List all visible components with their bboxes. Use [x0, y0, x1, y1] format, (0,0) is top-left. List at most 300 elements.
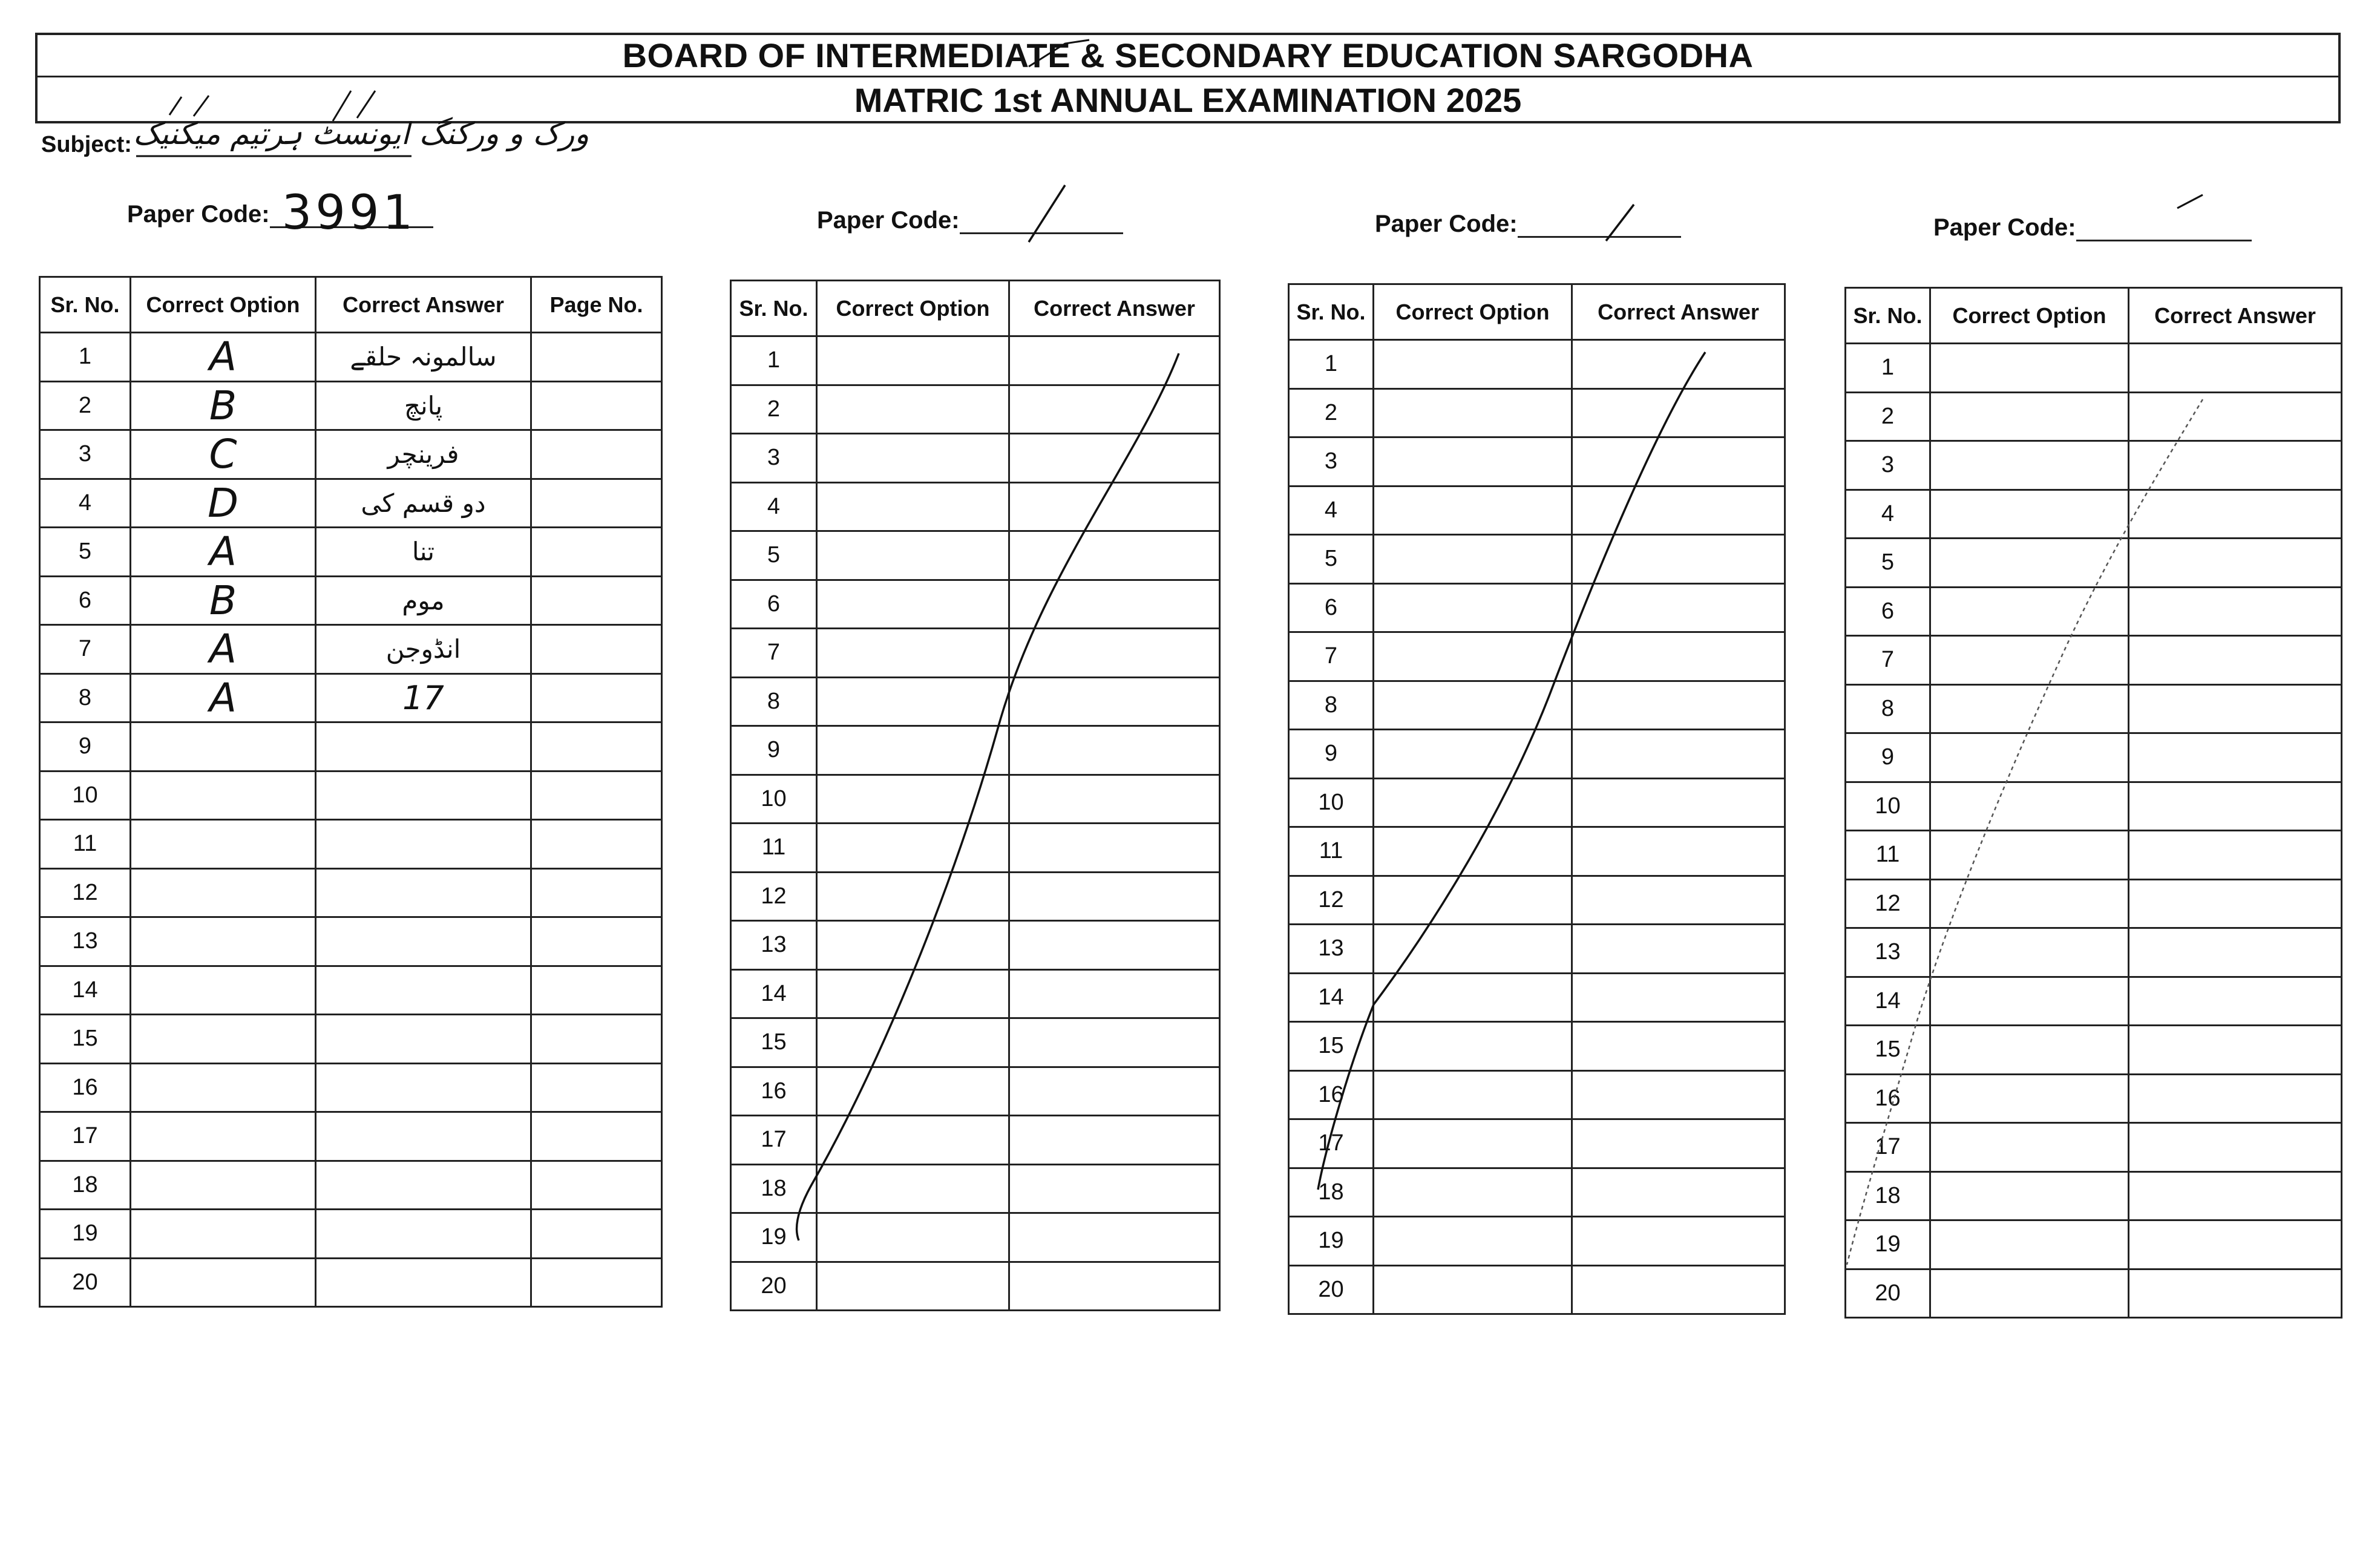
option-cell — [1930, 782, 2129, 831]
sr-cell: 3 — [1289, 437, 1374, 486]
answer-key-table-1 — [39, 276, 663, 1308]
answer-cell: موم — [316, 576, 531, 625]
page-cell — [531, 722, 662, 772]
option-cell — [1930, 1026, 2129, 1075]
sr-cell: 10 — [40, 771, 131, 820]
option-cell — [1930, 1074, 2129, 1123]
table-row — [731, 629, 1220, 678]
option-cell — [817, 824, 1009, 873]
answer-cell — [1009, 482, 1220, 531]
sr-cell: 12 — [1846, 879, 1930, 928]
sr-cell: 14 — [731, 969, 817, 1018]
table-row — [1289, 437, 1785, 486]
col-correct-option: Correct Option — [1930, 288, 2129, 344]
option-cell — [131, 1161, 316, 1210]
answer-cell — [2129, 441, 2342, 490]
sr-cell: 14 — [1289, 973, 1374, 1022]
option-cell — [1930, 344, 2129, 393]
option-cell — [817, 385, 1009, 434]
table-row — [731, 775, 1220, 824]
table-row — [1846, 684, 2342, 733]
sr-cell: 5 — [1289, 535, 1374, 584]
table-row — [40, 1015, 662, 1064]
answer-cell — [316, 820, 531, 869]
table-row — [731, 921, 1220, 970]
sr-cell: 2 — [1289, 388, 1374, 437]
answer-cell: دو قسم کی — [316, 479, 531, 528]
col-correct-option: Correct Option — [131, 277, 316, 333]
sr-cell: 3 — [1846, 441, 1930, 490]
answer-cell — [1572, 1217, 1785, 1266]
option-cell — [817, 775, 1009, 824]
answer-cell — [2129, 1269, 2342, 1318]
sr-cell: 6 — [1846, 587, 1930, 636]
option-cell — [1374, 1217, 1572, 1266]
sr-cell: 13 — [731, 921, 817, 970]
option-cell — [817, 629, 1009, 678]
answer-cell — [1572, 1070, 1785, 1119]
table-row — [731, 1164, 1220, 1213]
sr-cell: 18 — [40, 1161, 131, 1210]
sr-cell: 1 — [40, 333, 131, 382]
sr-cell: 20 — [40, 1258, 131, 1307]
sr-cell: 6 — [40, 576, 131, 625]
page-cell — [531, 917, 662, 966]
answer-cell: 17 — [316, 673, 531, 722]
sr-cell: 11 — [1846, 831, 1930, 880]
sr-cell: 6 — [731, 580, 817, 629]
answer-cell: تنا — [316, 528, 531, 577]
sr-cell: 19 — [731, 1213, 817, 1262]
paper-code-3 — [1375, 209, 1681, 238]
paper-code-label: Paper Code: — [817, 207, 960, 234]
table-row — [1289, 388, 1785, 437]
sr-cell: 10 — [1289, 778, 1374, 827]
sr-cell: 15 — [1846, 1026, 1930, 1075]
table-row — [731, 580, 1220, 629]
sr-cell: 20 — [1289, 1265, 1374, 1314]
table-row — [1289, 632, 1785, 681]
sr-cell: 13 — [1289, 925, 1374, 974]
table-row — [1846, 344, 2342, 393]
sr-cell: 18 — [1289, 1168, 1374, 1217]
table-row — [40, 1161, 662, 1210]
option-cell — [817, 482, 1009, 531]
option-cell — [1374, 340, 1572, 389]
sr-cell: 19 — [1846, 1220, 1930, 1269]
answer-cell — [1009, 531, 1220, 580]
option-cell — [1930, 1220, 2129, 1269]
table-row — [1289, 583, 1785, 632]
option-cell — [131, 771, 316, 820]
option-cell — [817, 921, 1009, 970]
sr-cell: 7 — [40, 625, 131, 674]
option-cell — [1374, 486, 1572, 535]
table-row — [1846, 1220, 2342, 1269]
sr-cell: 4 — [1846, 490, 1930, 539]
sr-cell: 11 — [40, 820, 131, 869]
option-cell — [131, 966, 316, 1015]
table-row — [1846, 1074, 2342, 1123]
col-sr-no: Sr. No. — [731, 281, 817, 336]
sr-cell: 17 — [40, 1112, 131, 1161]
option-cell: C — [131, 430, 316, 479]
sr-cell: 7 — [731, 629, 817, 678]
sr-cell: 18 — [1846, 1171, 1930, 1220]
sr-cell: 19 — [1289, 1217, 1374, 1266]
table-row — [40, 673, 662, 722]
page-cell — [531, 1015, 662, 1064]
sr-cell: 13 — [1846, 928, 1930, 977]
option-cell — [1930, 1171, 2129, 1220]
page-cell — [531, 576, 662, 625]
answer-cell — [2129, 782, 2342, 831]
sr-cell: 16 — [731, 1067, 817, 1116]
option-cell — [817, 336, 1009, 385]
table-row — [1289, 973, 1785, 1022]
answer-cell — [1009, 824, 1220, 873]
option-cell — [1374, 973, 1572, 1022]
table-row — [40, 1063, 662, 1112]
sr-cell: 9 — [1289, 730, 1374, 779]
table-row — [40, 576, 662, 625]
sr-cell: 14 — [40, 966, 131, 1015]
option-cell — [817, 531, 1009, 580]
sr-cell: 4 — [1289, 486, 1374, 535]
answer-cell — [1572, 778, 1785, 827]
sr-cell: 12 — [40, 868, 131, 917]
sr-cell: 16 — [1846, 1074, 1930, 1123]
page-cell — [531, 1210, 662, 1259]
answer-cell — [1009, 921, 1220, 970]
answer-cell — [1009, 677, 1220, 726]
table-row — [1289, 1022, 1785, 1071]
answer-cell — [316, 917, 531, 966]
option-cell — [1374, 388, 1572, 437]
paper-code-4-slash — [2177, 195, 2203, 208]
option-cell — [1374, 925, 1572, 974]
option-cell — [131, 1112, 316, 1161]
answer-cell — [1009, 1116, 1220, 1165]
option-cell — [1374, 437, 1572, 486]
answer-cell — [1009, 775, 1220, 824]
table-row — [731, 726, 1220, 775]
col-correct-answer: Correct Answer — [1572, 284, 1785, 340]
option-cell — [1930, 831, 2129, 880]
answer-cell — [2129, 1220, 2342, 1269]
sr-cell: 3 — [40, 430, 131, 479]
table-row — [731, 336, 1220, 385]
sr-cell: 2 — [40, 381, 131, 430]
answer-cell — [2129, 539, 2342, 588]
sr-cell: 19 — [40, 1210, 131, 1259]
option-cell — [1374, 1119, 1572, 1168]
option-cell — [817, 580, 1009, 629]
sr-cell: 10 — [1846, 782, 1930, 831]
answer-cell — [1009, 1018, 1220, 1067]
answer-cell — [1009, 726, 1220, 775]
table-row — [1846, 928, 2342, 977]
sr-cell: 9 — [1846, 733, 1930, 782]
table-row — [1289, 1119, 1785, 1168]
table-row — [40, 820, 662, 869]
answer-cell: فرینچر — [316, 430, 531, 479]
answer-cell — [2129, 636, 2342, 685]
answer-cell — [316, 868, 531, 917]
page-cell — [531, 1063, 662, 1112]
subject-label: Subject: — [41, 132, 132, 157]
table-row — [1846, 879, 2342, 928]
answer-key-table-3 — [1288, 283, 1786, 1315]
col-correct-answer: Correct Answer — [1009, 281, 1220, 336]
table-row — [731, 1018, 1220, 1067]
table-row — [1846, 490, 2342, 539]
option-cell: B — [131, 576, 316, 625]
table-row — [1289, 876, 1785, 925]
option-cell — [1374, 1265, 1572, 1314]
table-row — [731, 434, 1220, 483]
paper-code-value — [960, 206, 1123, 234]
answer-cell — [2129, 1026, 2342, 1075]
table-row — [731, 1116, 1220, 1165]
answer-key-table-4 — [1844, 287, 2342, 1319]
answer-cell — [1009, 1164, 1220, 1213]
page-cell — [531, 673, 662, 722]
table-row — [1846, 977, 2342, 1026]
page-cell — [531, 868, 662, 917]
table-row — [1846, 1123, 2342, 1172]
answer-cell — [2129, 831, 2342, 880]
option-cell — [131, 820, 316, 869]
sr-cell: 5 — [731, 531, 817, 580]
option-cell — [1374, 583, 1572, 632]
option-cell: A — [131, 625, 316, 674]
sr-cell: 17 — [1289, 1119, 1374, 1168]
answer-cell — [2129, 928, 2342, 977]
sr-cell: 4 — [731, 482, 817, 531]
option-cell — [1374, 632, 1572, 681]
sr-cell: 16 — [1289, 1070, 1374, 1119]
answer-cell — [1572, 1168, 1785, 1217]
page-cell — [531, 333, 662, 382]
option-cell — [1930, 490, 2129, 539]
sr-cell: 9 — [731, 726, 817, 775]
answer-cell — [316, 1015, 531, 1064]
col-page-no: Page No. — [531, 277, 662, 333]
option-cell — [1930, 1123, 2129, 1172]
option-cell — [817, 1164, 1009, 1213]
sr-cell: 16 — [40, 1063, 131, 1112]
answer-cell: انڈوجن — [316, 625, 531, 674]
answer-cell — [1009, 434, 1220, 483]
answer-cell — [1009, 385, 1220, 434]
page-cell — [531, 1258, 662, 1307]
sr-cell: 9 — [40, 722, 131, 772]
answer-cell: پانچ — [316, 381, 531, 430]
sr-cell: 2 — [731, 385, 817, 434]
sr-cell: 1 — [1289, 340, 1374, 389]
col-sr-no: Sr. No. — [1289, 284, 1374, 340]
col-correct-option: Correct Option — [1374, 284, 1572, 340]
page-cell — [531, 430, 662, 479]
option-cell — [817, 726, 1009, 775]
answer-cell — [1009, 629, 1220, 678]
answer-cell — [2129, 1171, 2342, 1220]
option-cell — [1374, 1168, 1572, 1217]
sr-cell: 8 — [731, 677, 817, 726]
table-row — [731, 482, 1220, 531]
option-cell — [817, 1262, 1009, 1311]
sr-cell: 20 — [731, 1262, 817, 1311]
sr-cell: 11 — [1289, 827, 1374, 876]
table-row — [731, 1067, 1220, 1116]
answer-cell — [316, 722, 531, 772]
option-cell — [817, 1213, 1009, 1262]
table-row — [1289, 1217, 1785, 1266]
answer-cell — [2129, 587, 2342, 636]
sr-cell: 14 — [1846, 977, 1930, 1026]
table-row — [731, 385, 1220, 434]
page-cell — [531, 625, 662, 674]
table-row — [1846, 441, 2342, 490]
col-sr-no: Sr. No. — [40, 277, 131, 333]
table-row — [1289, 1168, 1785, 1217]
table-row — [1289, 778, 1785, 827]
answer-cell — [316, 1063, 531, 1112]
sr-cell: 3 — [731, 434, 817, 483]
table-row — [1846, 1171, 2342, 1220]
option-cell — [1930, 733, 2129, 782]
answer-cell — [1009, 872, 1220, 921]
page-cell — [531, 1161, 662, 1210]
table-row — [40, 381, 662, 430]
answer-cell — [316, 1258, 531, 1307]
sr-cell: 12 — [731, 872, 817, 921]
answer-cell — [1009, 336, 1220, 385]
table-row — [1289, 486, 1785, 535]
answer-cell — [316, 1112, 531, 1161]
paper-code-2 — [817, 206, 1123, 234]
option-cell — [817, 677, 1009, 726]
table-row — [40, 1112, 662, 1161]
table-row — [731, 531, 1220, 580]
page-cell — [531, 966, 662, 1015]
sr-cell: 8 — [1289, 681, 1374, 730]
answer-cell — [1572, 876, 1785, 925]
sr-cell: 8 — [1846, 684, 1930, 733]
option-cell — [1930, 977, 2129, 1026]
answer-cell — [1572, 535, 1785, 584]
answer-cell — [2129, 879, 2342, 928]
paper-code-label: Paper Code: — [1933, 214, 2076, 241]
table-row — [40, 333, 662, 382]
sr-cell: 4 — [40, 479, 131, 528]
answer-cell — [2129, 490, 2342, 539]
paper-code-value — [1518, 209, 1681, 238]
option-cell — [1374, 681, 1572, 730]
exam-title: MATRIC 1st ANNUAL EXAMINATION 2025 — [854, 81, 1522, 119]
option-cell — [1930, 441, 2129, 490]
sr-cell: 8 — [40, 673, 131, 722]
table-header-row — [731, 281, 1220, 336]
paper-code-4 — [1933, 213, 2252, 241]
sr-cell: 17 — [1846, 1123, 1930, 1172]
table-row — [1289, 1070, 1785, 1119]
answer-cell — [1572, 1022, 1785, 1071]
answer-cell — [1572, 681, 1785, 730]
sr-cell: 6 — [1289, 583, 1374, 632]
option-cell — [817, 872, 1009, 921]
table-row — [40, 1258, 662, 1307]
sr-cell: 12 — [1289, 876, 1374, 925]
answer-cell — [1572, 632, 1785, 681]
answer-cell — [1009, 1262, 1220, 1311]
table-header-row — [1846, 288, 2342, 344]
option-cell — [817, 1067, 1009, 1116]
table-row — [40, 1210, 662, 1259]
table-row — [40, 722, 662, 772]
option-cell — [1930, 587, 2129, 636]
table-row — [1846, 831, 2342, 880]
answer-cell — [1572, 973, 1785, 1022]
option-cell — [1930, 879, 2129, 928]
paper-code-1 — [127, 186, 433, 240]
col-correct-answer: Correct Answer — [2129, 288, 2342, 344]
option-cell — [131, 917, 316, 966]
sr-cell: 17 — [731, 1116, 817, 1165]
page-cell — [531, 820, 662, 869]
option-cell — [1374, 1022, 1572, 1071]
option-cell — [1374, 1070, 1572, 1119]
table-row — [1289, 340, 1785, 389]
option-cell — [1930, 539, 2129, 588]
table-row — [731, 969, 1220, 1018]
answer-cell — [2129, 1123, 2342, 1172]
table-row — [731, 872, 1220, 921]
table-row — [1289, 730, 1785, 779]
page-cell — [531, 381, 662, 430]
sr-cell: 5 — [1846, 539, 1930, 588]
option-cell — [817, 1116, 1009, 1165]
option-cell — [131, 722, 316, 772]
page-cell — [531, 771, 662, 820]
paper-code-value — [2076, 213, 2252, 241]
option-cell — [1930, 1269, 2129, 1318]
answer-key-table-2 — [730, 280, 1221, 1311]
table-row — [1846, 392, 2342, 441]
table-row — [40, 771, 662, 820]
option-cell: B — [131, 381, 316, 430]
answer-cell — [1572, 1265, 1785, 1314]
answer-cell — [1572, 486, 1785, 535]
option-cell — [817, 1018, 1009, 1067]
answer-cell — [1572, 583, 1785, 632]
table-row — [731, 677, 1220, 726]
option-cell — [131, 1258, 316, 1307]
table-row — [1289, 925, 1785, 974]
answer-cell — [2129, 1074, 2342, 1123]
table-row — [1289, 681, 1785, 730]
table-row — [1846, 1026, 2342, 1075]
table-row — [731, 1213, 1220, 1262]
table-row — [1289, 535, 1785, 584]
answer-cell — [1572, 925, 1785, 974]
answer-cell — [2129, 733, 2342, 782]
table-row — [40, 430, 662, 479]
option-cell — [131, 1063, 316, 1112]
option-cell — [131, 1210, 316, 1259]
answer-cell — [2129, 344, 2342, 393]
